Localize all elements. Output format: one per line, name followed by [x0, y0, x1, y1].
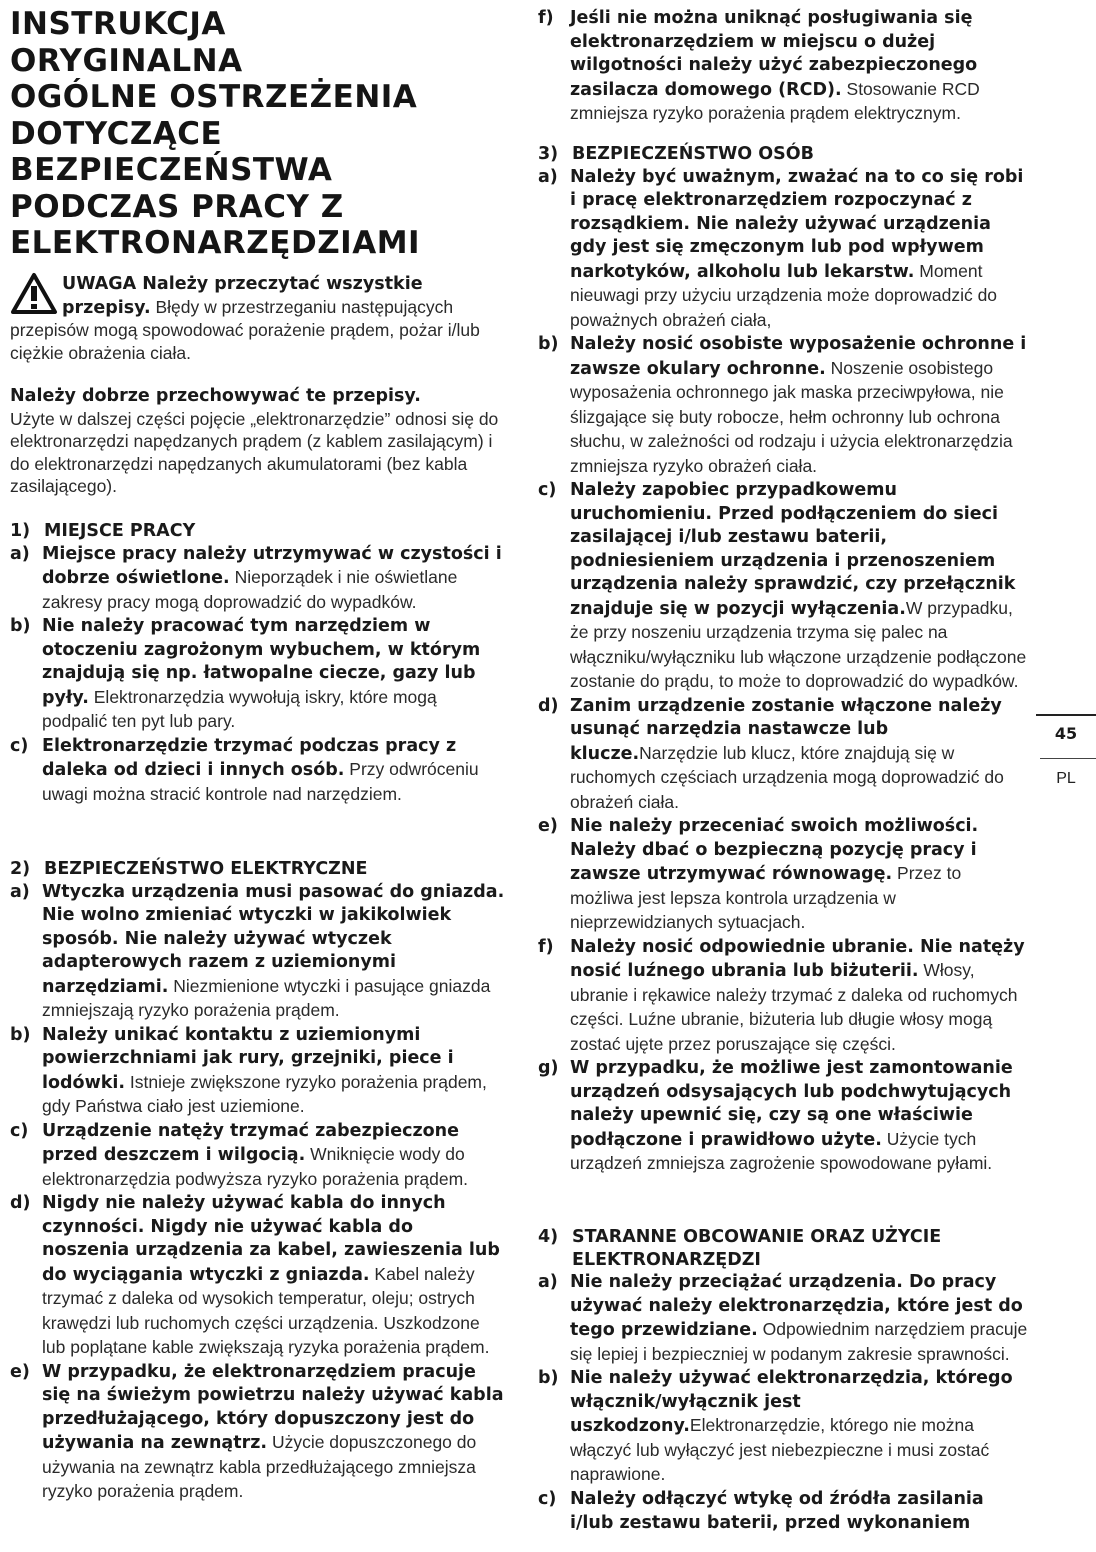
item-letter: b) [538, 1368, 559, 1388]
item-text: Użycie dopuszczonego do używania na zewnątrz kabla przedłużającego zmniejsza ryzyko porażenia prądem. [42, 1432, 477, 1501]
warning-triangle-icon [10, 272, 58, 316]
item-text: Elektronarzędzia wywołują iskry, które mogą podpalić ten pyt lub pary. [42, 686, 437, 731]
title-line: PODCZAS PRACY Z [10, 188, 344, 225]
item-letter: b) [10, 616, 31, 636]
title-line: ORYGINALNA [10, 42, 243, 79]
item-bold: Nie należy przeciążać urządzenia. Do pracy używać należy elektronarzędzia, które jest do tego przewidziane. [570, 1272, 1023, 1340]
item-text: Odpowiednim narzędziem pracuje się lepiej i bezpieczniej w podanym zakresie sprawności. [570, 1319, 1028, 1364]
section-personal-safety [538, 143, 1028, 1177]
item-letter: a) [538, 166, 558, 187]
title-line: OGÓLNE OSTRZEŻENIA [10, 79, 418, 115]
list-item [538, 936, 1028, 1058]
item-text: Przez to możliwa jest lepsza kontrola urządzenia w nieprzewidzianych sytuacjach. [570, 863, 962, 932]
title-line: ELEKTRONARZĘDZIAMI [10, 225, 421, 261]
list-item [538, 7, 1028, 127]
section-number: 1) [10, 521, 31, 541]
item-letter: f) [538, 936, 554, 957]
section-title: MIEJSCE PRACY [44, 521, 196, 541]
item-bold: Nie należy pracować tym narzędziem w otoczeniu zagrożonym wybuchem, w którym znajdują się np. łatwopalne ciecze, gazy lub pyły. [42, 616, 481, 708]
item-text: Kabel należy trzymać z daleka od wysokich temperatur, oleju; ostrych krawędzi lub ruchomych części urządzenia. Uszkodzone lub poplątane kable zwiększają ryzyka porażenia prądem. [42, 1263, 490, 1357]
item-text: Nieporządek i nie oświetlane zakresy pracy mogą doprowadzić do wypadków. [42, 567, 458, 612]
item-bold: Należy odłączyć wtykę od źródła zasilania i/lub zestawu baterii, przed wykonaniem [570, 1488, 984, 1533]
item-letter: g) [538, 1058, 559, 1078]
item-letter: d) [10, 1193, 31, 1213]
item-text: Stosowanie RCD zmniejsza ryzyko porażenia prądem elektrycznym. [570, 78, 980, 123]
item-letter: c) [10, 1120, 29, 1141]
keep-instructions-paragraph [10, 385, 500, 498]
list-item [10, 1192, 505, 1361]
list-item [538, 1488, 1028, 1536]
section-title: STARANNE OBCOWANIE ORAZ UŻYCIE ELEKTRONARZĘDZI [572, 1227, 942, 1270]
item-bold: Miejsce pracy należy utrzymywać w czystości i dobrze oświetlone. [42, 543, 502, 588]
list-item [538, 1057, 1028, 1177]
section-heading [538, 143, 1028, 166]
language-code: PL [1056, 770, 1076, 787]
list-item [538, 1271, 1028, 1367]
item-text: Elektronarzędzie, którego nie można włączyć lub wyłączyć jest niebezpieczne i musi zostać naprawione. [570, 1415, 990, 1484]
page-number: 45 [1054, 724, 1078, 743]
keep-text: Użyte w dalszej części pojęcie „elektronarzędzie” odnosi się do elektronarzędzi napędzanych prądem (z kablem zasilającym) i do elektronarzędzi napędzanych akumulatorami (bez kabla zasilającego). [10, 408, 499, 496]
list-item [10, 735, 505, 808]
list-item [538, 479, 1028, 695]
section-number: 2) [10, 859, 31, 879]
item-bold: Nie należy przeceniać swoich możliwości. Należy dbać o bezpieczną pozycję pracy i zawsze utrzymywać równowagę. [570, 816, 979, 884]
item-letter: b) [538, 334, 559, 354]
section-electrical-safety-continued [538, 7, 1028, 127]
section-work-area [10, 520, 505, 807]
item-letter: b) [10, 1024, 31, 1045]
item-bold: Nigdy nie należy używać kabla do innych czynności. Nigdy nie używać kabla do noszenia urządzenia za kabel, zawieszenia lub do wyciągania wtyczki z gniazda. [42, 1193, 500, 1285]
item-text: Niezmienione wtyczki i pasujące gniazda zmniejszają ryzyko porażenia prądem. [42, 975, 491, 1020]
item-text: Moment nieuwagi przy użyciu urządzenia może doprowadzić do poważnych obrażeń ciała, [570, 260, 998, 330]
item-letter: a) [10, 881, 30, 902]
item-text: W przypadku, że przy noszeniu urządzenia trzyma się palec na włączniku/wyłączniku lub włączone urządzenie podłączone zostanie do prądu, to może to doprowadzić do wypadków. [570, 597, 1027, 691]
item-text: Narzędzie lub klucz, które znajdują się w ruchomych częściach urządzenia mogą doprowadzić do obrażeń ciała. [570, 742, 1004, 812]
keep-bold: Należy dobrze przechowywać te przepisy. [10, 386, 421, 406]
item-text: Użycie tych urządzeń zmniejsza zagrożenie spowodowane pyłami. [570, 1128, 993, 1173]
item-bold: Zanim urządzenie zostanie włączone należy usunąć narzędzia nastawcze lub klucze. [570, 695, 1002, 764]
title-line: INSTRUKCJA [10, 6, 226, 42]
section-heading [10, 858, 505, 881]
page-title [10, 6, 510, 262]
list-item [10, 1120, 505, 1193]
item-text: Przy odwróceniu uwagi można stracić kontrole nad narzędziem. [42, 759, 479, 804]
item-bold: W przypadku, że elektronarzędziem pracuje się na świeżym powietrzu należy używać kabla przedłużającego, który dopuszczony jest do używania na zewnątrz. [42, 1361, 504, 1453]
list-item [538, 333, 1028, 479]
list-item [10, 881, 505, 1024]
item-bold: Należy unikać kontaktu z uziemionymi powierzchniami jak rury, grzejniki, piece i lodówki. [42, 1024, 454, 1093]
list-item [10, 543, 505, 616]
item-letter: c) [538, 1488, 557, 1509]
section-title: BEZPIECZEŃSTWO OSÓB [572, 144, 814, 164]
item-letter: a) [10, 543, 30, 564]
item-bold: Jeśli nie można uniknąć posługiwania się elektronarzędziem w miejscu o dużej wilgotności należy użyć zabezpieczonego zasilacza domowego (RCD). [570, 8, 978, 100]
warning-bold: UWAGA Należy przeczytać wszystkie przepisy. [62, 274, 423, 318]
item-letter: e) [10, 1361, 30, 1382]
page-marker-divider [1040, 758, 1096, 759]
item-bold: Nie należy używać elektronarzędzia, którego włącznik/wyłącznik jest uszkodzony. [570, 1368, 1013, 1436]
item-bold: Wtyczka urządzenia musi pasować do gniazda. Nie wolno zmieniać wtyczki w jakikolwiek sposób. Nie należy używać wtyczek adapterowych razem z uziemionymi narzędziami. [42, 881, 505, 997]
list-item [538, 166, 1028, 334]
section-number: 3) [538, 144, 559, 164]
item-bold: Należy nosić odpowiednie ubranie. Nie natęży nosić luźnego ubrania lub biżuterii. [570, 936, 1025, 981]
section-electrical-safety [10, 858, 505, 1505]
list-item [538, 815, 1028, 936]
title-line: DOTYCZĄCE [10, 115, 223, 152]
item-bold: Elektronarzędzie trzymać podczas pracy z daleka od dzieci i innych osób. [42, 735, 457, 780]
warning-paragraph [10, 272, 500, 364]
item-letter: f) [538, 8, 554, 28]
section-heading [538, 1226, 1028, 1271]
item-bold: W przypadku, że możliwe jest zamontowanie urządzeń odsysających lub podchwytujących należy upewnić się, czy są one właściwie podłączone i prawidłowo użyte. [570, 1058, 1013, 1150]
item-letter: d) [538, 695, 559, 716]
item-letter: c) [10, 735, 29, 756]
item-bold: Należy być uważnym, zważać na to co się robi i pracę elektronarzędziem rozpoczynać z rozsądkiem. Nie należy używać urządzenia gdy jest się zmęczonym lub pod wpływem narkotyków, alkoholu lub lekarstw. [570, 166, 1024, 282]
warning-text: Błędy w przestrzeganiu następujących przepisów mogą spowodować porażenie prądem, pożar i/lub ciężkie obrażenia ciała. [10, 296, 480, 363]
item-bold: Urządzenie natęży trzymać zabezpieczone przed deszczem i wilgocią. [42, 1120, 460, 1165]
section-title: BEZPIECZEŃSTWO ELEKTRYCZNE [44, 859, 368, 879]
list-item [10, 1024, 505, 1120]
item-text: Noszenie osobistego wyposażenia ochronnego jak maska przeciwpyłowa, nie ślizgające się buty robocze, hełm ochronny lub ochrona słuchu, w zależności od rodzaju i użycia elektronarzędzia zmniejsza ryzyko obrażeń ciała. [570, 357, 1013, 476]
list-item [10, 615, 505, 735]
section-number: 4) [538, 1227, 559, 1247]
title-line: BEZPIECZEŃSTWA [10, 152, 333, 188]
item-text: Włosy, ubranie i rękawice należy trzymać z daleka od ruchomych części. Luźne ubranie, biżuteria lub długie włosy mogą zostać ujęte przez poruszające się części. [570, 960, 1018, 1054]
list-item [10, 1361, 505, 1505]
section-heading [10, 520, 505, 543]
list-item [538, 695, 1028, 816]
section-tool-use-and-care [538, 1226, 1028, 1536]
item-bold: Należy zapobiec przypadkowemu uruchomieniu. Przed podłączeniem do sieci zasilającej i/lub zestawu baterii, podniesieniem urządzenia i przenoszeniem urządzenia należy sprawdzić, czy przełącznik znajduje się w pozycji wyłączenia. [570, 480, 1016, 619]
item-text: Istnieje zwiększone ryzyko porażenia prądem, gdy Państwa ciało jest uziemione. [42, 1071, 487, 1116]
item-letter: e) [538, 816, 558, 836]
list-item [538, 1367, 1028, 1488]
item-bold: Należy nosić osobiste wyposażenie ochronne i zawsze okulary ochronne. [570, 334, 1027, 379]
item-letter: a) [538, 1272, 558, 1292]
page-marker-rule [1036, 714, 1096, 716]
item-text: Wniknięcie wody do elektronarzędzia podwyższa ryzyko porażenia prądem. [42, 1144, 469, 1189]
item-letter: c) [538, 480, 557, 500]
